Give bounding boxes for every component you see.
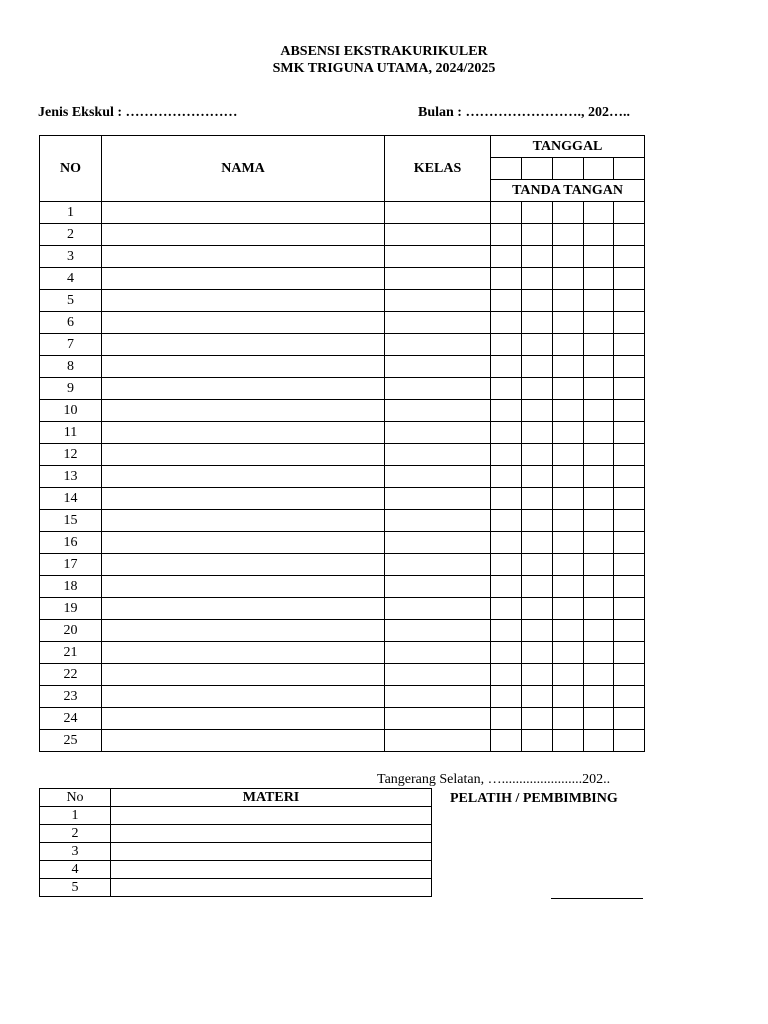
signature-cell[interactable] [491, 356, 522, 378]
signature-cell[interactable] [553, 642, 584, 664]
kelas-cell[interactable] [385, 444, 491, 466]
signature-cell[interactable] [491, 202, 522, 224]
signature-cell[interactable] [522, 422, 553, 444]
materi-row-number: 1 [40, 807, 111, 825]
materi-cell[interactable] [111, 861, 432, 879]
materi-row [40, 879, 432, 897]
kelas-cell[interactable] [385, 356, 491, 378]
materi-row [40, 807, 432, 825]
materi-cell[interactable] [111, 825, 432, 843]
table-row [40, 224, 645, 246]
signature-cell[interactable] [584, 312, 614, 334]
attendance-table [39, 135, 645, 752]
signature-cell[interactable] [584, 422, 614, 444]
row-number: 14 [40, 488, 102, 510]
table-row [40, 488, 645, 510]
signature-cell[interactable] [614, 378, 645, 400]
table-row [40, 554, 645, 576]
materi-header-no: No [40, 789, 111, 807]
signature-cell[interactable] [522, 664, 553, 686]
signature-cell[interactable] [491, 598, 522, 620]
materi-row [40, 843, 432, 861]
signature-cell[interactable] [584, 642, 614, 664]
signature-cell[interactable] [522, 620, 553, 642]
row-number: 2 [40, 224, 102, 246]
header-kelas: KELAS [385, 136, 491, 202]
signature-cell[interactable] [553, 466, 584, 488]
signature-cell[interactable] [584, 224, 614, 246]
signature-cell[interactable] [553, 378, 584, 400]
row-number: 22 [40, 664, 102, 686]
signature-cell[interactable] [584, 466, 614, 488]
kelas-cell[interactable] [385, 598, 491, 620]
signature-cell[interactable] [584, 730, 614, 752]
row-number: 12 [40, 444, 102, 466]
signature-cell[interactable] [491, 576, 522, 598]
signature-cell[interactable] [553, 686, 584, 708]
signature-cell[interactable] [614, 466, 645, 488]
kelas-cell[interactable] [385, 664, 491, 686]
signature-cell[interactable] [553, 444, 584, 466]
signature-cell[interactable] [614, 202, 645, 224]
bulan-field: Bulan : ……………………., 202….. [418, 105, 630, 120]
row-number: 11 [40, 422, 102, 444]
signature-cell[interactable] [491, 642, 522, 664]
signature-cell[interactable] [522, 554, 553, 576]
signature-cell[interactable] [553, 422, 584, 444]
signature-cell[interactable] [584, 444, 614, 466]
kelas-cell[interactable] [385, 202, 491, 224]
nama-cell[interactable] [102, 466, 385, 488]
materi-row-number: 4 [40, 861, 111, 879]
materi-row [40, 825, 432, 843]
signature-cell[interactable] [553, 246, 584, 268]
nama-cell[interactable] [102, 246, 385, 268]
materi-rows [40, 807, 432, 897]
signature-cell[interactable] [614, 642, 645, 664]
row-number: 10 [40, 400, 102, 422]
signature-cell[interactable] [491, 312, 522, 334]
signature-cell[interactable] [614, 730, 645, 752]
signature-cell[interactable] [584, 620, 614, 642]
row-number: 15 [40, 510, 102, 532]
row-number: 1 [40, 202, 102, 224]
tanggal-cell [522, 158, 553, 180]
table-row [40, 444, 645, 466]
table-row [40, 378, 645, 400]
signature-cell[interactable] [491, 620, 522, 642]
signature-cell[interactable] [584, 400, 614, 422]
signature-cell[interactable] [491, 686, 522, 708]
kelas-cell[interactable] [385, 488, 491, 510]
signature-cell[interactable] [522, 730, 553, 752]
signature-cell[interactable] [522, 312, 553, 334]
kelas-cell[interactable] [385, 334, 491, 356]
nama-cell[interactable] [102, 378, 385, 400]
signature-cell[interactable] [522, 202, 553, 224]
nama-cell[interactable] [102, 554, 385, 576]
materi-row-number: 5 [40, 879, 111, 897]
materi-row-number: 3 [40, 843, 111, 861]
row-number: 6 [40, 312, 102, 334]
row-number: 16 [40, 532, 102, 554]
signature-cell[interactable] [614, 708, 645, 730]
row-number: 8 [40, 356, 102, 378]
signature-cell[interactable] [553, 620, 584, 642]
materi-cell[interactable] [111, 807, 432, 825]
kelas-cell[interactable] [385, 686, 491, 708]
table-row [40, 576, 645, 598]
header-tanda-tangan: TANDA TANGAN [491, 180, 645, 202]
kelas-cell[interactable] [385, 312, 491, 334]
table-row [40, 356, 645, 378]
nama-cell[interactable] [102, 510, 385, 532]
table-row [40, 290, 645, 312]
signature-cell[interactable] [614, 576, 645, 598]
signature-cell[interactable] [491, 378, 522, 400]
signature-cell[interactable] [614, 312, 645, 334]
kelas-cell[interactable] [385, 532, 491, 554]
nama-cell[interactable] [102, 400, 385, 422]
signature-cell[interactable] [584, 510, 614, 532]
signature-cell[interactable] [553, 664, 584, 686]
signature-cell[interactable] [553, 400, 584, 422]
table-row [40, 312, 645, 334]
nama-cell[interactable] [102, 664, 385, 686]
materi-row-number: 2 [40, 825, 111, 843]
signature-cell[interactable] [553, 268, 584, 290]
kelas-cell[interactable] [385, 224, 491, 246]
nama-cell[interactable] [102, 268, 385, 290]
kelas-cell[interactable] [385, 576, 491, 598]
signature-cell[interactable] [491, 334, 522, 356]
signature-cell[interactable] [614, 422, 645, 444]
table-row [40, 422, 645, 444]
signature-cell[interactable] [553, 356, 584, 378]
signature-cell[interactable] [584, 488, 614, 510]
signature-cell[interactable] [522, 598, 553, 620]
signature-cell[interactable] [614, 356, 645, 378]
signature-cell[interactable] [584, 202, 614, 224]
table-row [40, 246, 645, 268]
table-row [40, 268, 645, 290]
row-number: 13 [40, 466, 102, 488]
signature-cell[interactable] [614, 686, 645, 708]
header-nama: NAMA [102, 136, 385, 202]
row-number: 5 [40, 290, 102, 312]
signature-cell[interactable] [584, 334, 614, 356]
signature-cell[interactable] [614, 400, 645, 422]
row-number: 7 [40, 334, 102, 356]
tanggal-cell [584, 158, 614, 180]
table-row [40, 730, 645, 752]
table-row [40, 510, 645, 532]
signature-cell[interactable] [614, 488, 645, 510]
signature-cell[interactable] [491, 554, 522, 576]
signature-line [551, 898, 643, 899]
kelas-cell[interactable] [385, 510, 491, 532]
kelas-cell[interactable] [385, 554, 491, 576]
row-number: 24 [40, 708, 102, 730]
place-date: Tangerang Selatan, ….......................202.. [377, 772, 611, 787]
signature-cell[interactable] [584, 686, 614, 708]
signature-cell[interactable] [553, 554, 584, 576]
nama-cell[interactable] [102, 312, 385, 334]
nama-cell[interactable] [102, 686, 385, 708]
nama-cell[interactable] [102, 576, 385, 598]
nama-cell[interactable] [102, 202, 385, 224]
signature-cell[interactable] [491, 444, 522, 466]
signature-cell[interactable] [491, 708, 522, 730]
materi-cell[interactable] [111, 879, 432, 897]
row-number: 9 [40, 378, 102, 400]
tanggal-cell [614, 158, 645, 180]
signature-cell[interactable] [614, 554, 645, 576]
nama-cell[interactable] [102, 708, 385, 730]
nama-cell[interactable] [102, 620, 385, 642]
signature-cell[interactable] [553, 488, 584, 510]
signature-cell[interactable] [491, 224, 522, 246]
signature-cell[interactable] [584, 664, 614, 686]
signature-cell[interactable] [553, 598, 584, 620]
signature-cell[interactable] [491, 290, 522, 312]
signature-cell[interactable] [522, 708, 553, 730]
kelas-cell[interactable] [385, 400, 491, 422]
signature-cell[interactable] [584, 554, 614, 576]
table-row [40, 334, 645, 356]
jenis-ekskul-field: Jenis Ekskul : …………………… [38, 105, 238, 120]
table-row [40, 620, 645, 642]
nama-cell[interactable] [102, 422, 385, 444]
signature-cell[interactable] [584, 290, 614, 312]
signature-cell[interactable] [522, 466, 553, 488]
signature-cell[interactable] [614, 334, 645, 356]
header-no: NO [40, 136, 102, 202]
table-row [40, 598, 645, 620]
signature-cell[interactable] [584, 576, 614, 598]
signature-cell[interactable] [614, 290, 645, 312]
signature-cell[interactable] [491, 730, 522, 752]
kelas-cell[interactable] [385, 620, 491, 642]
table-row [40, 400, 645, 422]
kelas-cell[interactable] [385, 708, 491, 730]
signature-cell[interactable] [522, 378, 553, 400]
signature-cell[interactable] [553, 510, 584, 532]
signature-cell[interactable] [522, 246, 553, 268]
signature-cell[interactable] [553, 202, 584, 224]
signature-cell[interactable] [491, 400, 522, 422]
signature-cell[interactable] [614, 510, 645, 532]
signature-cell[interactable] [522, 488, 553, 510]
kelas-cell[interactable] [385, 246, 491, 268]
row-number: 19 [40, 598, 102, 620]
signature-cell[interactable] [584, 246, 614, 268]
nama-cell[interactable] [102, 642, 385, 664]
table-row [40, 664, 645, 686]
signature-cell[interactable] [522, 642, 553, 664]
kelas-cell[interactable] [385, 642, 491, 664]
kelas-cell[interactable] [385, 422, 491, 444]
signature-cell[interactable] [553, 312, 584, 334]
signature-cell[interactable] [584, 532, 614, 554]
signature-cell[interactable] [491, 422, 522, 444]
nama-cell[interactable] [102, 444, 385, 466]
signature-cell[interactable] [491, 510, 522, 532]
table-row [40, 466, 645, 488]
materi-table [39, 788, 432, 897]
kelas-cell[interactable] [385, 268, 491, 290]
kelas-cell[interactable] [385, 466, 491, 488]
signature-cell[interactable] [553, 334, 584, 356]
row-number: 4 [40, 268, 102, 290]
attendance-rows [40, 202, 645, 752]
header-tanggal: TANGGAL [491, 136, 645, 158]
signature-cell[interactable] [522, 444, 553, 466]
signature-cell[interactable] [491, 664, 522, 686]
signature-cell[interactable] [522, 532, 553, 554]
tanggal-cell [491, 158, 522, 180]
signature-cell[interactable] [522, 224, 553, 246]
document-subtitle: SMK TRIGUNA UTAMA, 2024/2025 [272, 61, 496, 76]
row-number: 25 [40, 730, 102, 752]
signature-cell[interactable] [553, 224, 584, 246]
nama-cell[interactable] [102, 488, 385, 510]
signature-cell[interactable] [553, 730, 584, 752]
signature-cell[interactable] [614, 224, 645, 246]
row-number: 17 [40, 554, 102, 576]
signature-cell[interactable] [584, 598, 614, 620]
table-row [40, 708, 645, 730]
signature-cell[interactable] [614, 268, 645, 290]
signature-cell[interactable] [522, 334, 553, 356]
document-title: ABSENSI EKSTRAKURIKULER [280, 44, 488, 59]
row-number: 18 [40, 576, 102, 598]
signature-cell[interactable] [584, 356, 614, 378]
signature-cell[interactable] [491, 532, 522, 554]
row-number: 21 [40, 642, 102, 664]
materi-row [40, 861, 432, 879]
signature-cell[interactable] [522, 510, 553, 532]
signature-cell[interactable] [584, 378, 614, 400]
kelas-cell[interactable] [385, 290, 491, 312]
signature-cell[interactable] [491, 246, 522, 268]
signature-cell[interactable] [553, 532, 584, 554]
signature-cell[interactable] [522, 686, 553, 708]
nama-cell[interactable] [102, 730, 385, 752]
nama-cell[interactable] [102, 598, 385, 620]
table-row [40, 532, 645, 554]
signature-cell[interactable] [553, 576, 584, 598]
signature-cell[interactable] [614, 532, 645, 554]
nama-cell[interactable] [102, 334, 385, 356]
row-number: 3 [40, 246, 102, 268]
signature-cell[interactable] [614, 444, 645, 466]
nama-cell[interactable] [102, 290, 385, 312]
row-number: 20 [40, 620, 102, 642]
signature-cell[interactable] [522, 356, 553, 378]
nama-cell[interactable] [102, 532, 385, 554]
kelas-cell[interactable] [385, 378, 491, 400]
materi-cell[interactable] [111, 843, 432, 861]
signature-cell[interactable] [522, 400, 553, 422]
table-row [40, 642, 645, 664]
signature-cell[interactable] [553, 708, 584, 730]
signature-cell[interactable] [614, 598, 645, 620]
signature-cell[interactable] [584, 268, 614, 290]
table-row [40, 686, 645, 708]
signature-cell[interactable] [584, 708, 614, 730]
row-number: 23 [40, 686, 102, 708]
signature-cell[interactable] [491, 488, 522, 510]
signature-cell[interactable] [553, 290, 584, 312]
table-row [40, 202, 645, 224]
signature-cell[interactable] [491, 466, 522, 488]
nama-cell[interactable] [102, 356, 385, 378]
signature-cell[interactable] [614, 620, 645, 642]
signature-cell[interactable] [522, 268, 553, 290]
kelas-cell[interactable] [385, 730, 491, 752]
signature-cell[interactable] [522, 290, 553, 312]
materi-header: MATERI [111, 789, 432, 807]
signature-cell[interactable] [522, 576, 553, 598]
signature-cell[interactable] [614, 246, 645, 268]
signature-cell[interactable] [491, 268, 522, 290]
signer-title: PELATIH / PEMBIMBING [450, 791, 618, 806]
nama-cell[interactable] [102, 224, 385, 246]
signature-cell[interactable] [614, 664, 645, 686]
tanggal-cell [553, 158, 584, 180]
